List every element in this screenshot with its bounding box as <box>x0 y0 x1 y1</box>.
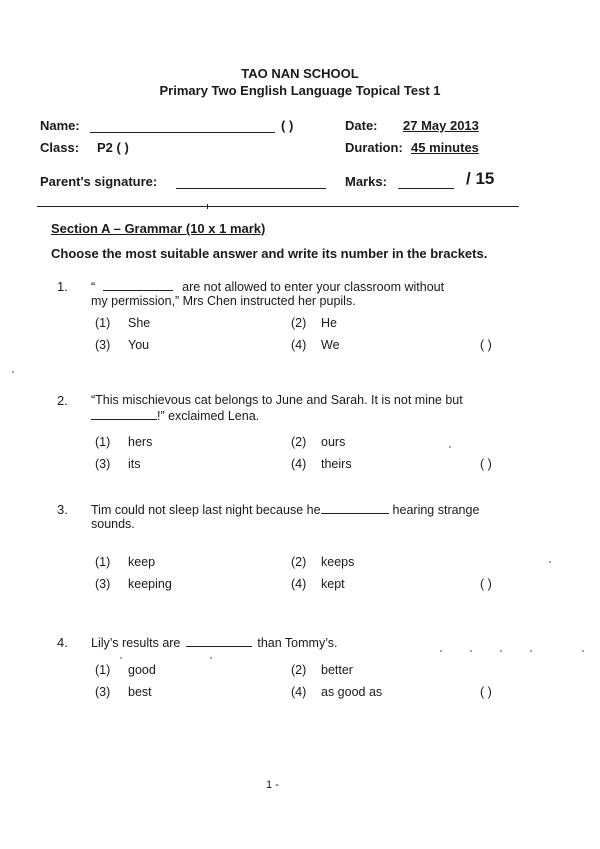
scan-speck <box>549 561 551 563</box>
name-field[interactable] <box>90 132 275 133</box>
option-text: best <box>128 685 152 699</box>
option-number: (4) <box>291 685 307 699</box>
option-text: theirs <box>321 457 352 471</box>
scan-speck <box>500 650 502 652</box>
option-number: (4) <box>291 577 307 591</box>
test-title: Primary Two English Language Topical Test 1 <box>159 83 441 98</box>
question-text-fragment: !” exclaimed Lena. <box>157 409 260 423</box>
option-number: (1) <box>95 316 111 330</box>
scan-speck <box>440 650 442 652</box>
option-number: (2) <box>291 555 307 569</box>
option-text: as good as <box>321 685 383 699</box>
class-label: Class: <box>40 140 80 155</box>
marks-total: / 15 <box>466 169 495 188</box>
answer-blank <box>91 408 157 420</box>
option-text: He <box>321 316 337 330</box>
parent-signature-field[interactable] <box>176 188 326 189</box>
class-value: P2 ( ) <box>97 140 129 155</box>
question-text-line1: “This mischievous cat belongs to June and Sarah. It is not mine but <box>91 393 463 407</box>
question-text-line2: my permission,” Mrs Chen instructed her pupils. <box>91 294 356 308</box>
answer-blank <box>186 635 252 647</box>
page-number: 1 - <box>266 779 279 791</box>
question-number: 1. <box>57 279 68 294</box>
question-text-fragment: Lily’s results are <box>91 636 181 650</box>
scan-speck <box>530 650 532 652</box>
option-text: We <box>321 338 340 352</box>
option-number: (1) <box>95 435 111 449</box>
scan-speck <box>470 650 472 652</box>
parent-signature-label: Parent's signature: <box>40 174 158 189</box>
question-number: 2. <box>57 393 68 408</box>
answer-brackets[interactable]: ( ) <box>480 457 492 471</box>
date-label: Date: <box>345 118 378 133</box>
question-number: 3. <box>57 502 68 517</box>
question-text-fragment: “ <box>91 280 96 294</box>
question-number: 4. <box>57 635 68 650</box>
question-text-line1 <box>91 635 338 650</box>
option-text: keep <box>128 555 156 569</box>
option-number: (4) <box>291 457 307 471</box>
option-text: You <box>128 338 150 352</box>
option-number: (4) <box>291 338 307 352</box>
question-text-fragment: Tim could not sleep last night because he <box>91 503 321 517</box>
option-number: (2) <box>291 316 307 330</box>
name-index-brackets: ( ) <box>281 118 294 133</box>
question-text-fragment: are not allowed to enter your classroom without <box>182 280 445 294</box>
question-text-fragment: hearing strange <box>392 503 480 517</box>
option-number: (3) <box>95 577 111 591</box>
option-number: (1) <box>95 555 111 569</box>
option-text: better <box>321 663 353 677</box>
header-divider <box>37 206 519 207</box>
option-number: (3) <box>95 338 111 352</box>
question-text-line2 <box>91 408 259 423</box>
answer-brackets[interactable]: ( ) <box>480 338 492 352</box>
scan-speck <box>582 650 584 652</box>
option-number: (2) <box>291 435 307 449</box>
marks-field[interactable] <box>398 188 454 189</box>
answer-brackets[interactable]: ( ) <box>480 685 492 699</box>
question-text-line1 <box>91 279 444 294</box>
answer-brackets[interactable]: ( ) <box>480 577 492 591</box>
option-number: (2) <box>291 663 307 677</box>
option-text: kept <box>321 577 345 591</box>
scan-speck <box>210 657 212 659</box>
marks-label: Marks: <box>345 174 387 189</box>
scan-speck <box>120 657 122 659</box>
section-title: Section A – Grammar (10 x 1 mark) <box>51 221 266 236</box>
option-number: (1) <box>95 663 111 677</box>
option-number: (3) <box>95 457 111 471</box>
school-name: TAO NAN SCHOOL <box>241 66 359 81</box>
scan-speck <box>12 371 14 373</box>
option-number: (3) <box>95 685 111 699</box>
option-text: keeping <box>128 577 172 591</box>
scan-speck <box>449 446 451 448</box>
option-text: hers <box>128 435 153 449</box>
option-text: its <box>128 457 141 471</box>
section-instruction: Choose the most suitable answer and write its number in the brackets. <box>51 246 488 261</box>
answer-blank <box>103 279 173 291</box>
option-text: ours <box>321 435 346 449</box>
question-text-fragment: than Tommy’s. <box>257 636 338 650</box>
date-value: 27 May 2013 <box>403 118 479 133</box>
name-label: Name: <box>40 118 80 133</box>
answer-blank <box>321 502 389 514</box>
question-text-line1 <box>91 502 479 517</box>
question-text-line2: sounds. <box>91 517 135 531</box>
option-text: keeps <box>321 555 355 569</box>
option-text: She <box>128 316 151 330</box>
duration-label: Duration: <box>345 140 403 155</box>
duration-value: 45 minutes <box>411 140 479 155</box>
option-text: good <box>128 663 156 677</box>
divider-tick <box>207 204 208 209</box>
